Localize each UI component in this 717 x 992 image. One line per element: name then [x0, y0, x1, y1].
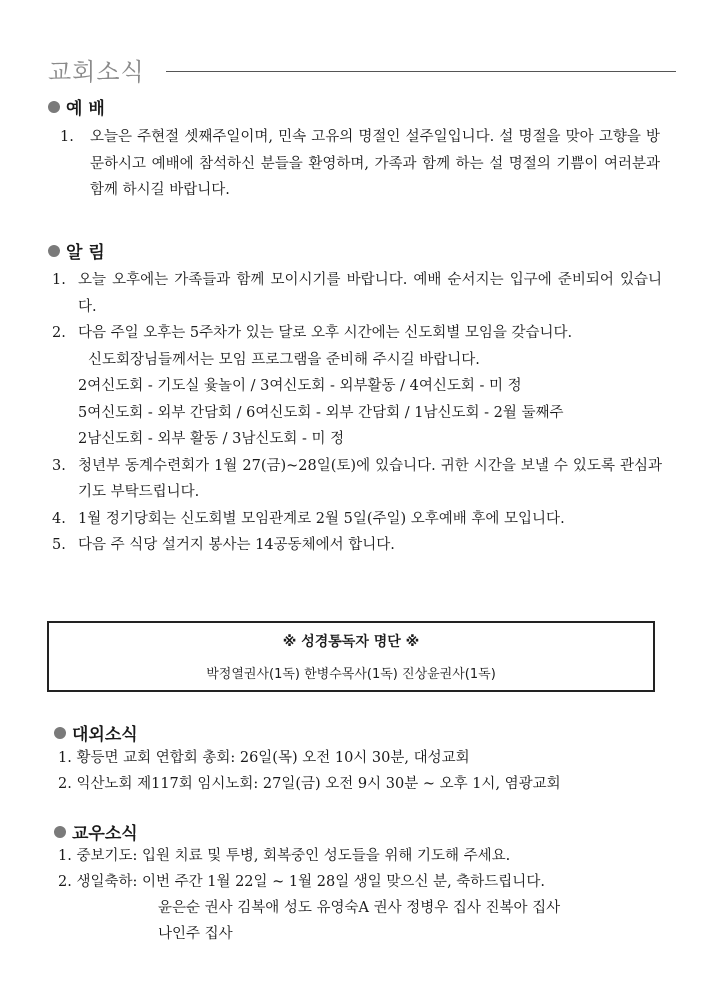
item-text: 이번 주간 1월 22일 ~ 1월 28일 생일 맞으신 분, 축하드립니다.: [141, 874, 545, 890]
item-number: 2.: [58, 776, 72, 792]
item-text: 1월 정기당회는 신도회별 모임관계로 2월 5일(주일) 오후예배 후에 모입니다.: [78, 510, 565, 527]
section-title: 교우소식: [72, 824, 138, 844]
external-list: [58, 745, 678, 797]
item-line: 신도회장님들께서는 모임 프로그램을 준비해 주시길 바랍니다.: [88, 351, 480, 368]
list-item: [52, 532, 662, 559]
worship-list: [60, 124, 660, 204]
item-text: 다음 주 식당 설거지 봉사는 14공동체에서 합니다.: [78, 537, 395, 553]
item-label: 중보기도:: [76, 848, 138, 864]
item-number: 2.: [52, 325, 66, 341]
list-item: [58, 843, 678, 869]
section-members-heading: [54, 819, 138, 844]
item-number: 5.: [52, 537, 66, 553]
bible-reading-box: [47, 621, 655, 692]
list-item: [58, 771, 678, 797]
box-title: ※ 성경통독자 명단 ※: [282, 634, 420, 650]
item-number: 1.: [58, 750, 72, 766]
list-item: [52, 506, 662, 533]
item-number: 3.: [52, 457, 66, 474]
item-line: 5여신도회 - 외부 간담회 / 6여신도회 - 외부 간담회 / 1남신도회 - 2월 둘째주: [78, 404, 564, 421]
item-text: 오늘은 주현절 셋째주일이며, 민속 고유의 명절인 설주일입니다. 설 명절을 맞아 고향을 방문하시고 예배에 참석하신 분들을 환영하며, 가족과 함께 하는 설 명절의 기쁨이 여러분과 함께 하시길 바랍니다.: [90, 129, 660, 198]
members-list: [58, 843, 678, 947]
item-number: 2.: [58, 874, 72, 890]
item-label: 생일축하:: [76, 874, 138, 890]
section-worship-heading: [48, 94, 105, 119]
page-title: 교회소식: [48, 58, 145, 86]
reader-names: 박정열권사(1독) 한병수목사(1독) 진상윤권사(1독): [206, 667, 496, 682]
section-external-heading: [54, 720, 138, 745]
birthday-names: 윤은순 권사 김복애 성도 유영숙A 권사 정병우 집사 진복아 집사: [158, 900, 561, 916]
item-text: 오늘 오후에는 가족들과 함께 모이시기를 바랍니다. 예배 순서지는 입구에 준비되어 있습니다.: [78, 272, 662, 315]
section-title: 알 림: [66, 243, 105, 263]
list-item: [60, 124, 660, 204]
item-text: 다음 주일 오후는 5주차가 있는 달로 오후 시간에는 신도회별 모임을 갖습니다.: [78, 325, 573, 341]
item-line: 2남신도회 - 외부 활동 / 3남신도회 - 미 정: [78, 431, 345, 447]
item-number: 1.: [58, 848, 72, 864]
list-item: [52, 320, 662, 453]
title-divider: [166, 71, 676, 72]
section-title: 예 배: [66, 99, 105, 119]
item-text: 익산노회 제117회 임시노회: 27일(금) 오전 9시 30분 ~ 오후 1시, 염광교회: [76, 776, 561, 792]
item-number: 1.: [52, 272, 66, 288]
bullet-icon: [48, 245, 60, 257]
bullet-icon: [54, 826, 66, 838]
item-line: 2여신도회 - 기도실 윷놀이 / 3여신도회 - 외부활동 / 4여신도회 - 미 정: [78, 378, 522, 394]
bullet-icon: [54, 727, 66, 739]
list-item: [52, 453, 662, 506]
item-text: 청년부 동계수련회가 1월 27(금)~28일(토)에 있습니다. 귀한 시간을 보낼 수 있도록 관심과 기도 부탁드립니다.: [78, 457, 662, 500]
item-number: 1.: [60, 129, 74, 145]
item-text: 입원 치료 및 투병, 회복중인 성도들을 위해 기도해 주세요.: [141, 848, 511, 864]
list-item: [58, 745, 678, 771]
birthday-names: 나인주 집사: [158, 926, 233, 942]
list-item: [58, 869, 678, 947]
bullet-icon: [48, 101, 60, 113]
notices-list: [52, 267, 662, 559]
section-title: 대외소식: [72, 725, 138, 745]
item-text: 황등면 교회 연합회 총회: 26일(목) 오전 10시 30분, 대성교회: [76, 750, 470, 766]
item-number: 4.: [52, 510, 66, 527]
section-notices-heading: [48, 238, 105, 263]
list-item: [52, 267, 662, 320]
